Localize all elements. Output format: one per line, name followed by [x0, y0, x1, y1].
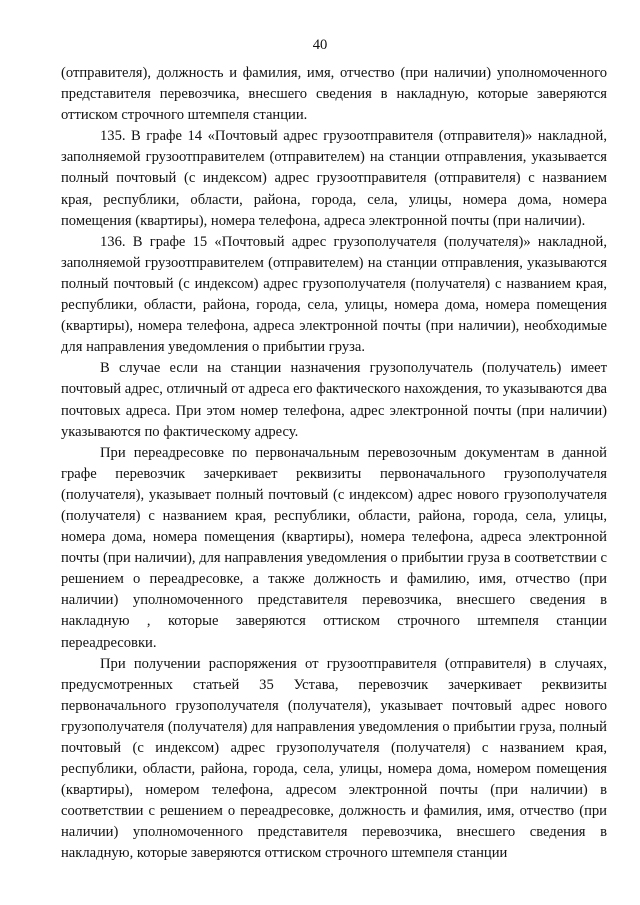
paragraph-continuation: (отправителя), должность и фамилия, имя, отчество (при наличии) уполномоченного представителя перевозчика, внесшего сведения в накладную, которые заверяются оттиском строчного штемпеля станции. — [61, 65, 607, 124]
paragraph-136: 136. В графе 15 «Почтовый адрес грузополучателя (получателя)» накладной, заполняемой грузоотправителем (отправителем) на станции отправления, указываются полный почтовый (с индексом) адрес грузополучателя (получателя) с названием края, республики, области, района, города, села, улицы, номера дома, номера помещения (квартиры), номера телефона, адреса электронной почты (при наличии), необходимые для направления уведомления о прибытии груза. — [61, 233, 607, 356]
paragraph-135: 135. В графе 14 «Почтовый адрес грузоотправителя (отправителя)» накладной, заполняемой грузоотправителем (отправителем) на станции отправления, указывается полный почтовый (с индексом) адрес грузоотправителя (отправителя) с названием края, республики, области, района, города, села, улицы, номера дома, номера помещения (квартиры), номера телефона, адреса электронной почты (при наличии). — [61, 128, 607, 229]
paragraph-two-addresses: В случае если на станции назначения грузополучатель (получатель) имеет почтовый адрес, отличный от адреса его фактического нахождения, то указываются два почтовых адреса. При этом номер телефона, адрес электронной почты (при наличии) указываются по фактическому адресу. — [61, 360, 607, 440]
document-body — [61, 63, 607, 865]
paragraph-readdressing: При переадресовке по первоначальным перевозочным документам в данной графе перевозчик зачеркивает реквизиты первоначального грузополучателя (получателя), указывает полный почтовый (с индексом) адрес нового грузополучателя (получателя) с названием края, республики, области, района, города, села, улицы, номера дома, номера помещения (квартиры), номера телефона, адреса электронной почты (при наличии), для направления уведомления о прибытии груза в соответствии с решением о переадресовке, а также должность и фамилию, имя, отчество (при наличии) уполномоченного представителя перевозчика, внесшего сведения в накладную , которые заверяются оттиском строчного штемпеля станции переадресовки. — [61, 444, 607, 651]
paragraph-shipper-instruction: При получении распоряжения от грузоотправителя (отправителя) в случаях, предусмотренных статьей 35 Устава, перевозчик зачеркивает реквизиты первоначального грузополучателя (получателя), указывает почтовый адрес нового грузополучателя (получателя) для направления уведомления о прибытии груза, полный почтовый (с индексом) адрес грузополучателя (получателя) с названием края, республики, области, района, города, села, улицы, номера дома, номером помещения (квартиры), номером телефона, адресом электронной почты (при наличии) в соответствии с решением о переадресовке, должность и фамилия, имя, отчество (при наличии) уполномоченного представителя перевозчика, внесшего сведения в накладную, которые заверяются оттиском строчного штемпеля станции — [61, 655, 607, 862]
page-number: 40 — [312, 37, 328, 53]
